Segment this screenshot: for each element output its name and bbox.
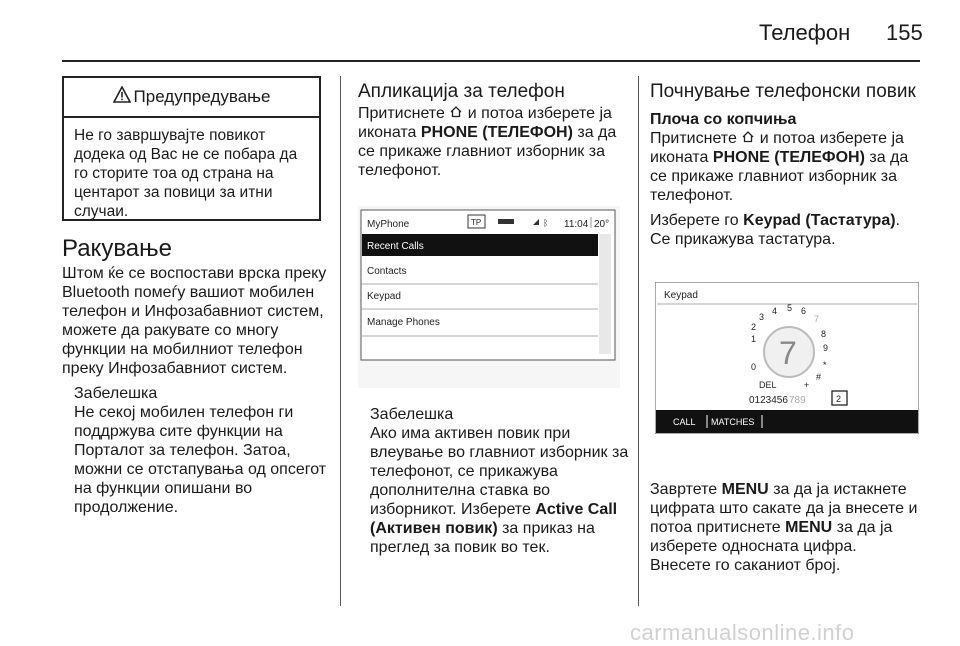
screen-title: MyPhone xyxy=(367,219,410,230)
warning-icon xyxy=(113,86,131,108)
delete-key: DEL xyxy=(759,380,777,390)
menu-item-keypad: Keypad xyxy=(367,291,401,302)
battery-icon xyxy=(498,219,514,224)
subheading: Плоча со копчиња xyxy=(650,111,797,128)
menu-item-manage-phones: Manage Phones xyxy=(367,317,440,328)
match-count: 2 xyxy=(836,394,842,404)
matches-button: MATCHES xyxy=(711,417,755,427)
phone-menu-screenshot xyxy=(358,206,620,388)
note-title: Забелешка xyxy=(74,385,158,402)
keypad-digit: 4 xyxy=(772,306,778,316)
menu-item-recent-calls: Recent Calls xyxy=(367,241,424,252)
column-divider xyxy=(638,76,639,606)
dialed-number-faded: 789 xyxy=(789,395,806,406)
note-title: Забелешка xyxy=(370,406,454,423)
column-divider xyxy=(340,76,341,606)
keypad-digit: 2 xyxy=(751,322,757,332)
section-heading: Почнување телефонски повик xyxy=(650,81,916,102)
page-title: Телефон xyxy=(759,20,851,45)
note-text: Ако има активен повик при влеување во главниот изборник за телефонот, се прикажува дополнителна ставка во изборникот. Изберете Active Call (Активен повик) за приказ на преглед за повик во тек. xyxy=(370,425,629,556)
keypad-title: Keypad xyxy=(664,290,698,301)
call-button: CALL xyxy=(673,417,696,427)
screen-temp: 20° xyxy=(594,219,610,230)
warning-title: Предупредување xyxy=(133,87,271,106)
body-paragraph: Изберете го Keypad (Тастатура). Се прикажува тастатура. xyxy=(650,212,900,248)
header-rule xyxy=(62,60,920,62)
keypad-digit: 6 xyxy=(801,306,807,316)
keypad-digit: + xyxy=(804,380,810,390)
keypad-digit: 0 xyxy=(751,362,757,372)
section-heading: Ракување xyxy=(62,235,173,262)
warning-text: Не го завршувајте повикот додека од Вас не се побара да го сторите тоа од страна на центарот за повици за итни случаи. xyxy=(74,127,298,220)
keypad-digit: 8 xyxy=(821,329,827,339)
note-text: Не секој мобилен телефон ги поддржува сите функции на Порталот за телефон. Затоа, можни се отстапувања од опсегот на функции опишани во продолжение. xyxy=(74,404,327,516)
keypad-screenshot xyxy=(655,282,919,434)
watermark: carmanualsonline.info xyxy=(630,620,855,645)
keypad-digit: 5 xyxy=(787,303,793,313)
section-heading: Апликација за телефон xyxy=(358,81,565,102)
body-paragraph: Притиснете и потоа изберете ја иконата PHONE (ТЕЛЕФОН) за да се прикаже главниот изборник за телефонот. xyxy=(358,105,617,179)
body-paragraph: Штом ќе се воспостави врска преку Bluetooth помеѓу вашиот мобилен телефон и Инфозабавниот систем, можете да ракувате со многу функции на мобилниот телефон преку Инфозабавниот систем. xyxy=(62,265,327,377)
body-paragraph: Притиснете и потоа изберете ја иконата PHONE (ТЕЛЕФОН) за да се прикаже главниот изборник за телефонот. xyxy=(650,130,909,204)
keypad-digit: 9 xyxy=(823,343,829,353)
bluetooth-icon: ᛒ xyxy=(543,218,549,228)
home-icon xyxy=(449,105,463,122)
keypad-digit: 3 xyxy=(759,312,765,322)
body-paragraph: Завртете MENU за да ја истакнете цифрата што сакате да ја внесете и потоа притиснете MENU за да ја изберете односната цифра. xyxy=(650,481,918,555)
keypad-digit: 7 xyxy=(814,314,820,324)
keypad-digit: 1 xyxy=(751,334,757,344)
warning-header xyxy=(64,78,319,118)
menu-item-contacts: Contacts xyxy=(367,266,407,277)
body-paragraph: Внесете го саканиот број. xyxy=(650,557,841,574)
keypad-digit: * xyxy=(823,360,827,370)
dialed-number: 0123456 xyxy=(749,395,788,406)
screen-time: 11:04 xyxy=(564,219,589,230)
keypad-digit: # xyxy=(816,372,822,382)
warning-box xyxy=(62,76,321,221)
tp-label: TP xyxy=(471,218,482,227)
home-icon xyxy=(741,130,755,147)
selected-digit: 7 xyxy=(779,335,797,371)
page-number: 155 xyxy=(886,20,923,45)
